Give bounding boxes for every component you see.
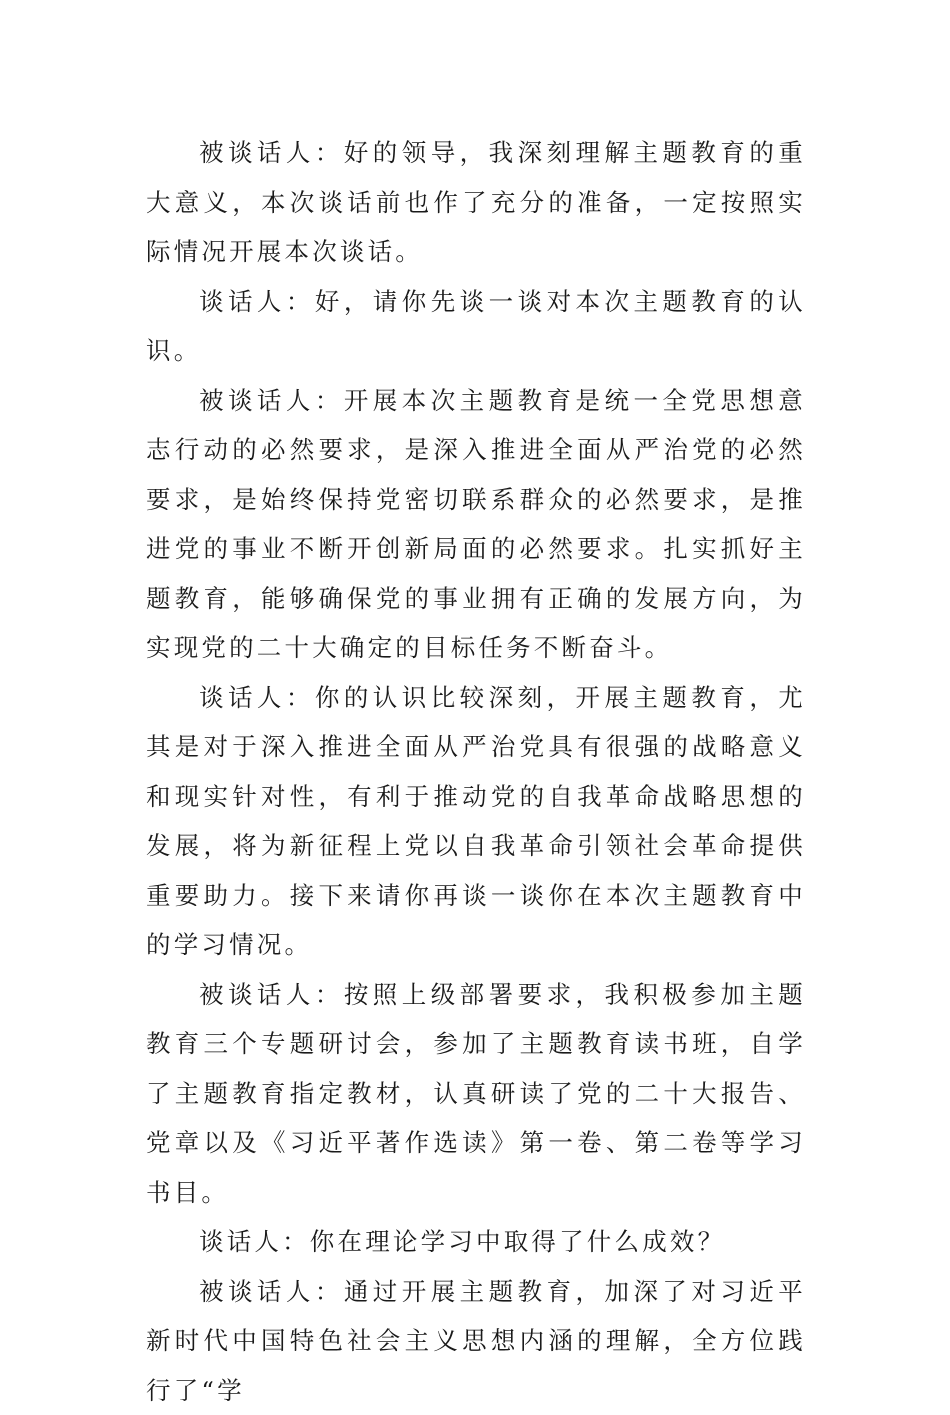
paragraph-respondent-4: 被谈话人：通过开展主题教育，加深了对习近平新时代中国特色社会主义思想内涵的理解，全方位践行了“学: [146, 1267, 806, 1415]
paragraph-respondent-1: 被谈话人：好的领导，我深刻理解主题教育的重大意义，本次谈话前也作了充分的准备，一定按照实际情况开展本次谈话。: [146, 128, 806, 277]
paragraph-interviewer-2: 谈话人：你的认识比较深刻，开展主题教育，尤其是对于深入推进全面从严治党具有很强的战略意义和现实针对性，有利于推动党的自我革命战略思想的发展，将为新征程上党以自我革命引领社会革命提供重要助力。接下来请你再谈一谈你在本次主题教育中的学习情况。: [146, 673, 806, 970]
paragraph-interviewer-1: 谈话人：好，请你先谈一谈对本次主题教育的认识。: [146, 277, 806, 376]
paragraph-respondent-3: 被谈话人：按照上级部署要求，我积极参加主题教育三个专题研讨会，参加了主题教育读书班，自学了主题教育指定教材，认真研读了党的二十大报告、党章以及《习近平著作选读》第一卷、第二卷等学习书目。: [146, 970, 806, 1218]
paragraph-respondent-2: 被谈话人：开展本次主题教育是统一全党思想意志行动的必然要求，是深入推进全面从严治党的必然要求，是始终保持党密切联系群众的必然要求，是推进党的事业不断开创新局面的必然要求。扎实抓好主题教育，能够确保党的事业拥有正确的发展方向，为实现党的二十大确定的目标任务不断奋斗。: [146, 376, 806, 673]
paragraph-interviewer-3: 谈话人：你在理论学习中取得了什么成效？: [146, 1217, 806, 1267]
document-body: [146, 128, 806, 1415]
